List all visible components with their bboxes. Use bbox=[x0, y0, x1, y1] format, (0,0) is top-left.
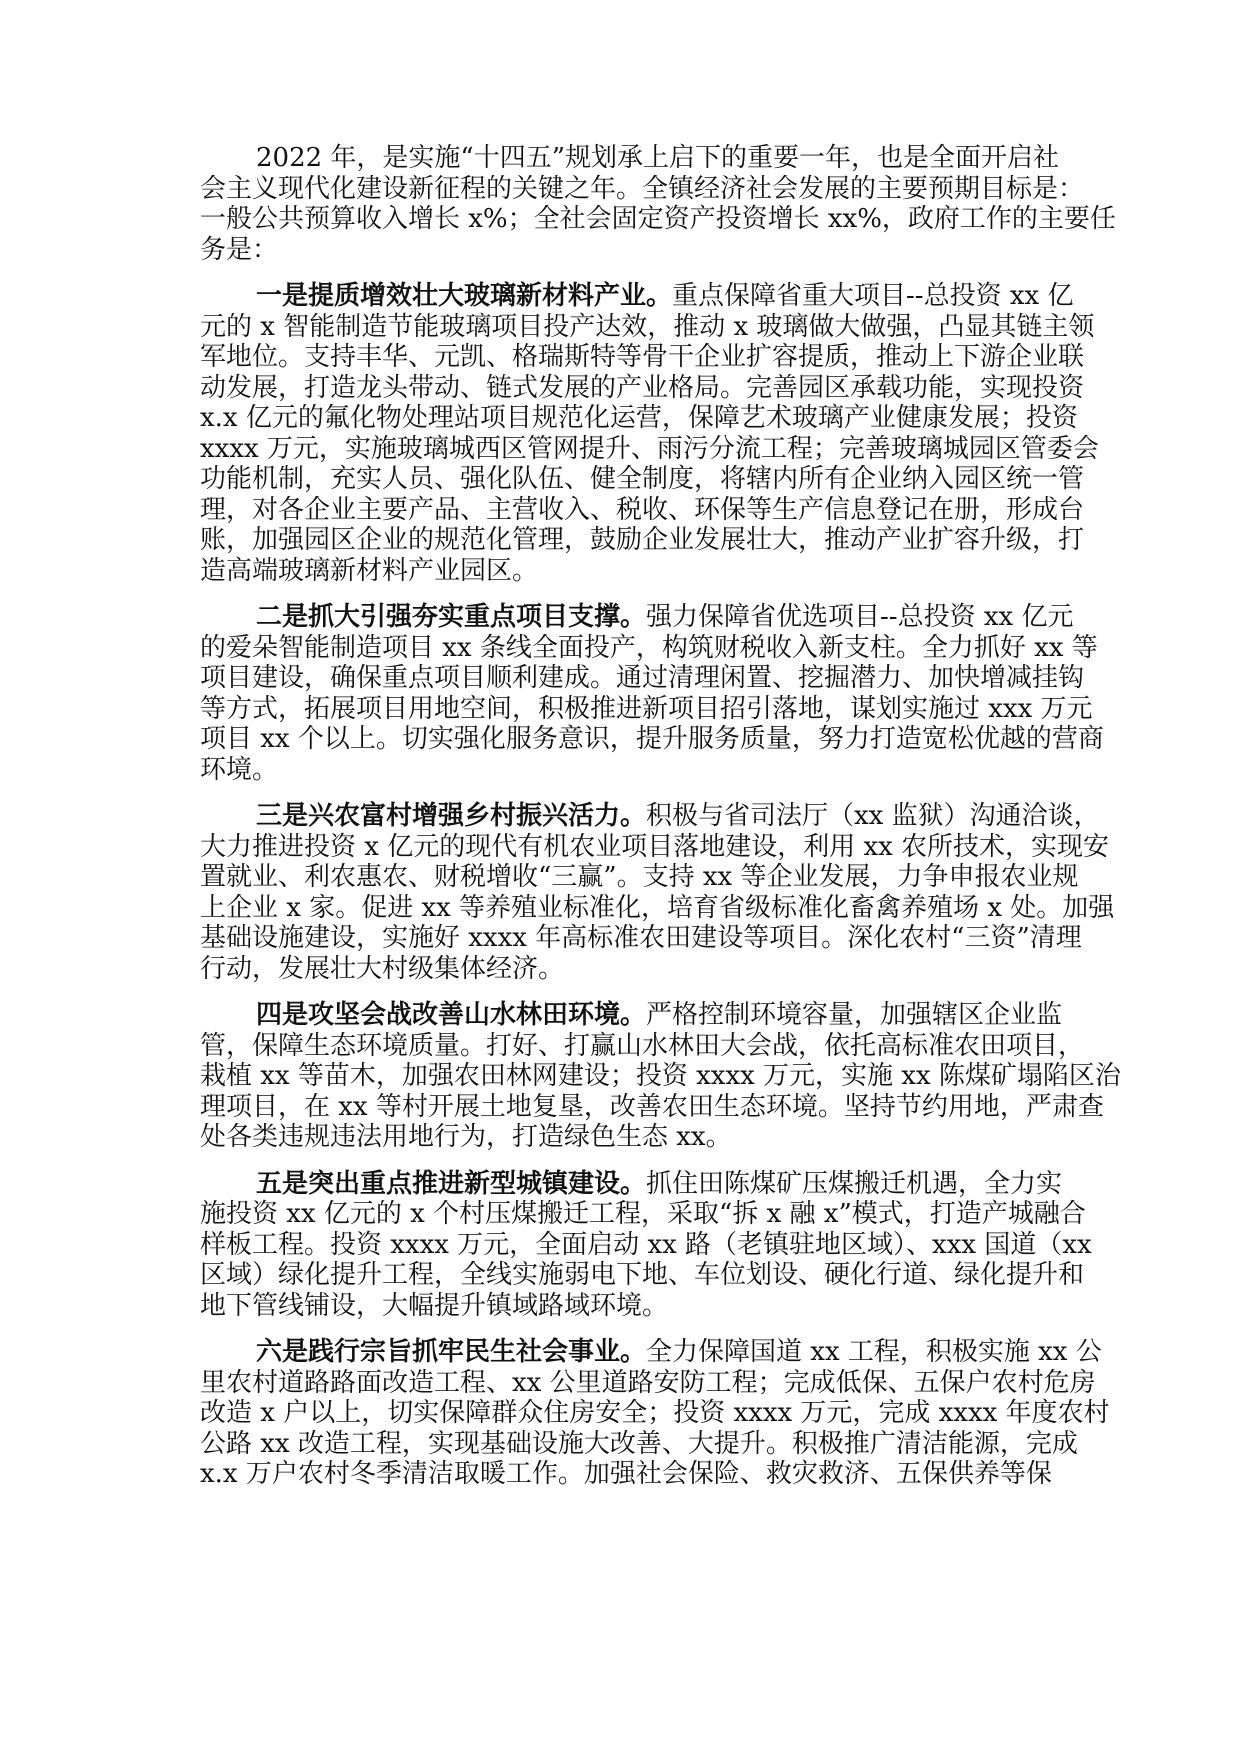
text-line bbox=[200, 1199, 1086, 1230]
line-text: 基础设施建设，实施好 xxxx 年高标准农田建设等项目。深化农村“三资”清理 bbox=[200, 923, 1082, 953]
line-text: 项目 xx 个以上。切实强化服务意识，提升服务质量，努力打造宽松优越的营商 bbox=[200, 724, 1104, 754]
line-text: 管，保障生态环境质量。打好、打赢山水林田大会战，依托高标准农田项目， bbox=[200, 1030, 1085, 1061]
text-line bbox=[200, 433, 1099, 465]
text-line bbox=[200, 1061, 1121, 1092]
line-text: 理，对各企业主要产品、主营收入、税收、环保等生产信息登记在册，形成台 bbox=[200, 494, 1085, 525]
text-line bbox=[200, 602, 1074, 633]
paragraph-heading: 一是提质增效壮大玻璃新材料产业。 bbox=[256, 281, 673, 311]
text-line bbox=[200, 1398, 1110, 1429]
text-line bbox=[200, 724, 1104, 755]
text-line bbox=[200, 1030, 1085, 1062]
line-text: 全力保障国道 xx 工程，积极实施 xx 公 bbox=[646, 1337, 1102, 1367]
paragraph-heading: 五是突出重点推进新型城镇建设。 bbox=[256, 1168, 647, 1199]
text-line bbox=[200, 831, 1110, 863]
line-text: 等方式，拓展项目用地空间，积极推进新项目招引落地，谋划实施过 xxx 万元 bbox=[200, 693, 1093, 724]
text-line bbox=[200, 862, 1079, 893]
text-line bbox=[200, 464, 1085, 495]
line-text: 会主义现代化建设新征程的关键之年。全镇经济社会发展的主要预期目标是： bbox=[200, 173, 1085, 204]
line-text: 2022 年，是实施“十四五”规划承上启下的重要一年，也是全面开启社 bbox=[256, 143, 1060, 173]
line-text: 账，加强园区企业的规范化管理，鼓励企业发展壮大，推动产业扩容升级，打 bbox=[200, 525, 1085, 555]
text-line bbox=[200, 311, 1095, 343]
text-line bbox=[200, 235, 1042, 266]
text-line bbox=[200, 372, 1085, 404]
line-text: 元的 x 智能制造节能玻璃项目投产达效，推动 x 玻璃做大做强，凸显其链主领 bbox=[200, 311, 1095, 342]
line-text: 样板工程。投资 xxxx 万元，全面启动 xx 路（老镇驻地区域）、xxx 国道（xx bbox=[200, 1229, 1092, 1260]
line-text: 强力保障省优选项目--总投资 xx 亿元 bbox=[646, 602, 1074, 632]
text-line bbox=[200, 556, 1042, 587]
text-line bbox=[200, 525, 1085, 556]
paragraph-heading: 四是攻坚会战改善山水林田环境。 bbox=[256, 1000, 647, 1030]
text-line bbox=[200, 1337, 1102, 1368]
line-text: 功能机制，充实人员、强化队伍、健全制度，将辖内所有企业纳入园区统一管 bbox=[200, 464, 1085, 494]
line-text: 区域）绿化提升工程，全线实施弱电下地、车位划设、硬化行道、绿化提升和 bbox=[200, 1260, 1085, 1290]
text-line bbox=[200, 755, 1042, 786]
text-line bbox=[200, 342, 1085, 373]
line-text: 动发展，打造龙头带动、链式发展的产业格局。完善园区承载功能，实现投资 bbox=[200, 372, 1085, 403]
document-body bbox=[200, 143, 1121, 1506]
line-text: 栽植 xx 等苗木，加强农田林网建设；投资 xxxx 万元，实施 xx 陈煤矿塌陷区治 bbox=[200, 1061, 1121, 1091]
text-line bbox=[200, 1428, 1078, 1460]
line-text: 抓住田陈煤矿压煤搬迁机遇，全力实 bbox=[646, 1168, 1063, 1199]
text-line bbox=[200, 1168, 1063, 1200]
line-text: 环境。 bbox=[200, 754, 279, 785]
text-line bbox=[200, 1291, 1042, 1322]
line-text: 务是： bbox=[200, 234, 279, 265]
line-text: x.x 万户农村冬季清洁取暖工作。加强社会保险、救灾救济、五保供养等保 bbox=[200, 1459, 1052, 1489]
paragraph bbox=[200, 602, 1104, 785]
text-line bbox=[200, 663, 1085, 694]
text-line bbox=[200, 173, 1085, 205]
text-line bbox=[200, 1091, 1104, 1123]
text-line bbox=[200, 892, 1115, 924]
paragraph bbox=[200, 143, 1116, 265]
paragraph bbox=[200, 1000, 1121, 1153]
line-text: 严格控制环境容量，加强辖区企业监 bbox=[646, 1000, 1063, 1030]
line-text: 理项目，在 xx 等村开展土地复垦，改善农田生态环境。坚持节约用地，严肃查 bbox=[200, 1091, 1104, 1122]
paragraph bbox=[200, 1168, 1092, 1322]
line-text: 项目建设，确保重点项目顺利建成。通过清理闲置、挖掘潜力、加快增减挂钩 bbox=[200, 663, 1085, 693]
text-line bbox=[200, 923, 1082, 954]
line-text: x.x 亿元的氟化物处理站项目规范化运营，保障艺术玻璃产业健康发展；投资 bbox=[200, 403, 1078, 433]
line-text: 一般公共预算收入增长 x%；全社会固定资产投资增长 xx%，政府工作的主要任 bbox=[200, 204, 1116, 234]
line-text: 公路 xx 改造工程，实现基础设施大改善、大提升。积极推广清洁能源，完成 bbox=[200, 1428, 1078, 1459]
line-text: 施投资 xx 亿元的 x 个村压煤搬迁工程，采取“拆 x 融 x”模式，打造产城融合 bbox=[200, 1199, 1086, 1229]
text-line bbox=[200, 494, 1085, 526]
line-text: xxxx 万元，实施玻璃城西区管网提升、雨污分流工程；完善玻璃城园区管委会 bbox=[200, 433, 1099, 464]
text-line bbox=[200, 1000, 1063, 1031]
line-text: 上企业 x 家。促进 xx 等养殖业标准化，培育省级标准化畜禽养殖场 x 处。加强 bbox=[200, 892, 1115, 923]
line-text: 军地位。支持丰华、元凯、格瑞斯特等骨干企业扩容提质，推动上下游企业联 bbox=[200, 342, 1085, 372]
line-text: 地下管线铺设，大幅提升镇域路域环境。 bbox=[200, 1290, 669, 1321]
text-line bbox=[200, 281, 1074, 312]
paragraph-heading: 二是抓大引强夯实重点项目支撑。 bbox=[256, 602, 647, 632]
text-line bbox=[200, 801, 1100, 832]
paragraph bbox=[200, 281, 1099, 586]
paragraph bbox=[200, 1337, 1110, 1490]
text-line bbox=[200, 1367, 1096, 1399]
paragraph bbox=[200, 801, 1115, 984]
line-text: 积极与省司法厅（xx 监狱）沟通洽谈， bbox=[646, 801, 1100, 831]
text-line bbox=[200, 1122, 1042, 1153]
text-line bbox=[200, 143, 1060, 174]
text-line bbox=[200, 632, 1098, 664]
text-line bbox=[200, 693, 1093, 725]
paragraph-heading: 三是兴农富村增强乡村振兴活力。 bbox=[256, 801, 647, 831]
text-line bbox=[200, 403, 1078, 434]
line-text: 造高端玻璃新材料产业园区。 bbox=[200, 555, 539, 586]
line-text: 里农村道路路面改造工程、xx 公里道路安防工程；完成低保、五保户农村危房 bbox=[200, 1367, 1096, 1398]
line-text: 大力推进投资 x 亿元的现代有机农业项目落地建设，利用 xx 农所技术，实现安 bbox=[200, 831, 1110, 862]
text-line bbox=[200, 1260, 1085, 1291]
paragraph-heading: 六是践行宗旨抓牢民生社会事业。 bbox=[256, 1337, 647, 1367]
line-text: 重点保障省重大项目--总投资 xx 亿 bbox=[672, 281, 1074, 311]
line-text: 的爱朵智能制造项目 xx 条线全面投产，构筑财税收入新支柱。全力抓好 xx 等 bbox=[200, 632, 1098, 663]
line-text: 置就业、利农惠农、财税增收“三赢”。支持 xx 等企业发展，力争申报农业规 bbox=[200, 862, 1079, 892]
line-text: 改造 x 户以上，切实保障群众住房安全；投资 xxxx 万元，完成 xxxx 年度农村 bbox=[200, 1398, 1110, 1428]
line-text: 处各类违规违法用地行为，打造绿色生态 xx。 bbox=[200, 1122, 732, 1152]
text-line bbox=[200, 1459, 1052, 1490]
text-line bbox=[200, 204, 1116, 235]
line-text: 行动，发展壮大村级集体经济。 bbox=[200, 953, 565, 984]
text-line bbox=[200, 954, 1042, 985]
text-line bbox=[200, 1229, 1092, 1261]
